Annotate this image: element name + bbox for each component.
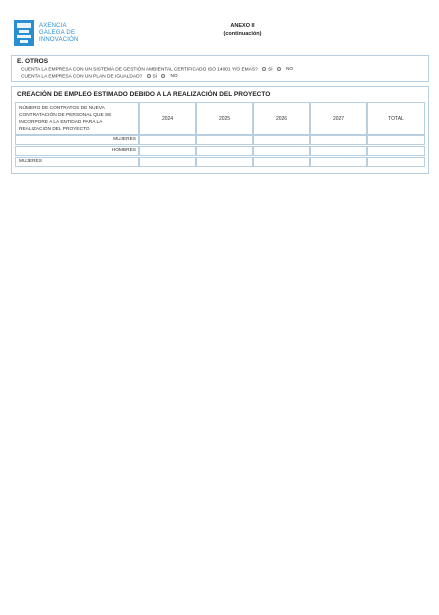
radio-equality-yes[interactable] [147, 74, 151, 78]
input-footer-2025[interactable] [196, 157, 253, 167]
column-header-2026: 2026 [253, 102, 310, 135]
logo-line-1: AXENCIA [39, 23, 67, 29]
row-label-women: MUJERES [113, 137, 136, 142]
input-men-2027[interactable] [310, 146, 367, 156]
radio-iso-yes-label: SÍ [268, 67, 273, 73]
agency-logo [14, 20, 84, 46]
input-men-2024[interactable] [139, 146, 196, 156]
section-otros [11, 55, 429, 82]
row-label-men: HOMBRES [111, 148, 136, 153]
input-footer-2024[interactable] [139, 157, 196, 167]
section-employment-title: CREACIÓN DE EMPLEO ESTIMADO DEBIDO A LA REALIZACIÓN DEL PROYECTO [17, 91, 271, 98]
question-iso [21, 67, 293, 72]
radio-iso-no[interactable] [277, 67, 281, 71]
input-women-2025[interactable] [196, 135, 253, 145]
input-women-2024[interactable] [139, 135, 196, 145]
annex-heading [180, 22, 305, 38]
question-equality [21, 74, 178, 79]
radio-iso-no-label: NO [285, 67, 294, 73]
logo-line-3: INNOVACIÓN [39, 37, 79, 43]
column-header-2027: 2027 [310, 102, 367, 135]
question-iso-text: CUENTA LA EMPRESA CON UN SISTEMA DE GESTIÓN AMBIENTAL CERTIFICADO ISO 14001 Y/O EMAS? [21, 67, 258, 73]
input-men-2026[interactable] [253, 146, 310, 156]
section-otros-title: E. OTROS [17, 58, 49, 65]
row-label-cell-men [15, 146, 139, 156]
employment-row-header: NÚMERO DE CONTRATOS DE NUEVA CONTRATACIÓN DE PERSONAL QUE SE INCORPORE A LA ENTIDAD PARA LA REALIZACIÓN DEL PROYECTO [15, 102, 139, 135]
row-label-cell-women [15, 135, 139, 145]
column-header-2024: 2024 [139, 102, 196, 135]
input-women-2026[interactable] [253, 135, 310, 145]
input-footer-2026[interactable] [253, 157, 310, 167]
radio-equality-no-label: NO [170, 74, 178, 80]
column-header-2025: 2025 [196, 102, 253, 135]
input-footer-2027[interactable] [310, 157, 367, 167]
radio-equality-no[interactable] [161, 74, 165, 78]
radio-equality-yes-label: SÍ [152, 74, 158, 80]
input-footer-total[interactable] [367, 157, 425, 167]
input-women-2027[interactable] [310, 135, 367, 145]
annex-title: ANEXO II [230, 23, 255, 29]
footer-label-cell [15, 157, 139, 167]
column-header-total: TOTAL [367, 102, 425, 135]
annex-subtitle: (continuación) [223, 31, 262, 37]
input-men-2025[interactable] [196, 146, 253, 156]
input-women-total[interactable] [367, 135, 425, 145]
section-employment [11, 86, 429, 174]
logo-line-2: GALEGA DE [39, 30, 76, 36]
logo-text [39, 23, 79, 44]
input-men-total[interactable] [367, 146, 425, 156]
radio-iso-yes[interactable] [262, 67, 266, 71]
question-equality-text: CUENTA LA EMPRESA CON UN PLAN DE IGUALDAD? [21, 74, 143, 80]
footer-row-label: MUJERES [19, 159, 42, 164]
galicia-emblem-icon [14, 20, 34, 46]
